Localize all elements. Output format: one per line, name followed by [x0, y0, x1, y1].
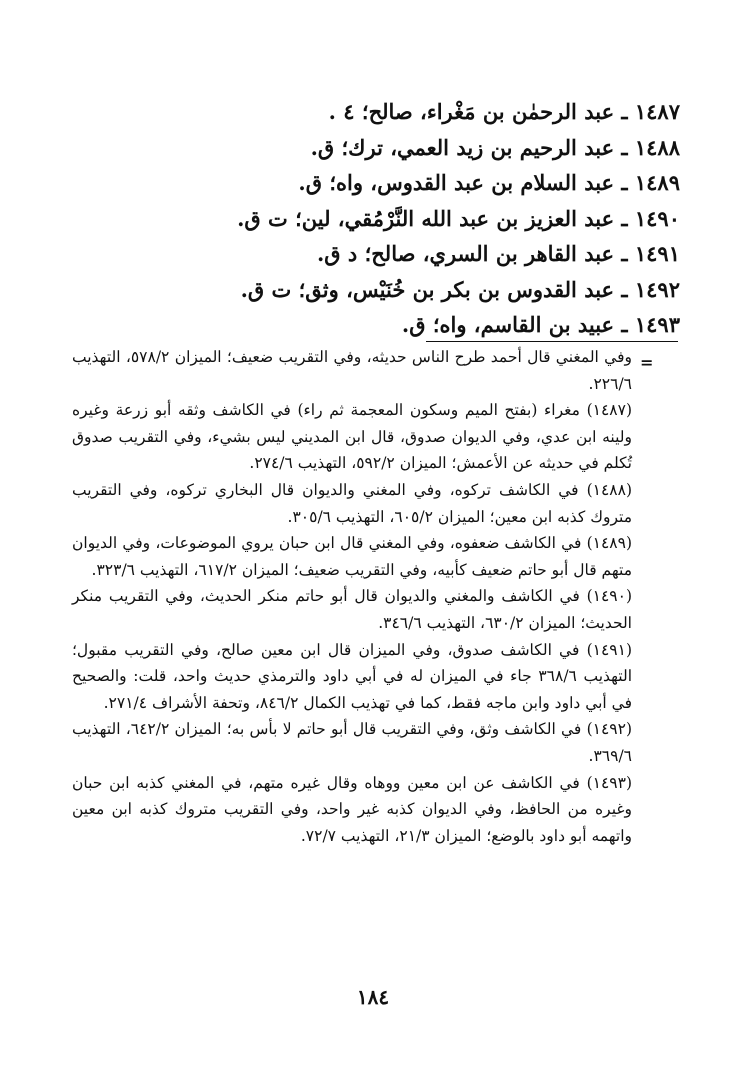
footnote-1487: (١٤٨٧) مغراء (بفتح الميم وسكون المعجمة ثم راء) في الكاشف وثقه أبو زرعة وغيره ولينه ابن عدي، وفي الديوان صدوق، قال ابن المديني ليس بشيء، وفي التقريب صدوق تُكلم في حديثه عن الأعمش؛ الميزان ٥٩٢/٢، التهذيب ٢٧٤/٦. [72, 401, 632, 473]
entries-list [150, 94, 680, 343]
footnote-1492: (١٤٩٢) في الكاشف وثق، وفي التقريب قال أبو حاتم لا بأس به؛ الميزان ٦٤٢/٢، التهذيب ٣٦٩/٦. [72, 720, 632, 765]
entry-1488: ١٤٨٨ ـ عبد الرحيم بن زيد العمي، ترك؛ ق. [310, 134, 680, 160]
continuation-mark: = [640, 353, 654, 372]
entry-1487: ١٤٨٧ ـ عبد الرحمٰن بن مَغْراء، صالح؛ ٤ . [328, 99, 680, 124]
footnote-1493: (١٤٩٣) في الكاشف عن ابن معين ووهاه وقال غيره متهم، في المغني كذبه ابن حبان وغيره من الحافظ، وفي الديوان كذبه غير واحد، وفي التقريب متروك كذبه ابن معين واتهمه أبو داود بالوضع؛ الميزان ٢١/٣، التهذيب ٧٢/٧. [72, 773, 632, 845]
footnote-1491: (١٤٩١) في الكاشف صدوق، وفي الميزان قال ابن معين صالح، وفي التقريب مقبول؛ التهذيب ٣٦٨/٦ جاء في الميزان له في أبي داود والترمذي حديث واحد، قلت: والصحيح في أبي داود وابن ماجه فقط، كما في تهذيب الكمال ٨٤٦/٢، وتحفة الأشراف ٢٧١/٤. [72, 640, 633, 712]
entry-1489: ١٤٨٩ ـ عبد السلام بن عبد القدوس، واه؛ ق. [298, 170, 680, 195]
entry-1492: ١٤٩٢ ـ عبد القدوس بن بكر بن خُنَيْس، وثق؛ ت ق. [240, 276, 680, 302]
entry-1491: ١٤٩١ ـ عبد القاهر بن السري، صالح؛ د ق. [317, 241, 680, 266]
footnote-1490: (١٤٩٠) في الكاشف والمغني والديوان قال أبو حاتم منكر الحديث، وفي التقريب منكر الحديث؛ الميزان ٦٣٠/٢، التهذيب ٣٤٦/٦. [72, 587, 632, 632]
entry-1493: ١٤٩٣ ـ عبيد بن القاسم، واه؛ ق. [401, 312, 680, 337]
page-number: ١٨٤ [356, 985, 390, 1009]
footnote-1488: (١٤٨٨) في الكاشف تركوه، وفي المغني والديوان قال البخاري تركوه، وفي التقريب متروك كذبه ابن معين؛ الميزان ٦٠٥/٢، التهذيب ٣٠٥/٦. [72, 480, 632, 526]
footnote-divider [426, 341, 678, 342]
footnote-1489: (١٤٨٩) في الكاشف ضعفوه، وفي المغني قال ابن حبان يروي الموضوعات، وفي الديوان متهم قال أبو حاتم ضعيف كأبيه، وفي التقريب ضعيف؛ الميزان ٦١٧/٢، التهذيب ٣٢٣/٦. [72, 534, 632, 579]
entry-1490: ١٤٩٠ ـ عبد العزيز بن عبد الله النَّرْمُقي، لين؛ ت ق. [237, 205, 680, 231]
footnotes [72, 344, 632, 849]
footnote-continued: وفي المغني قال أحمد طرح الناس حديثه، وفي التقريب ضعيف؛ الميزان ٥٧٨/٢، التهذيب ٢٢٦/٦. [72, 348, 632, 393]
